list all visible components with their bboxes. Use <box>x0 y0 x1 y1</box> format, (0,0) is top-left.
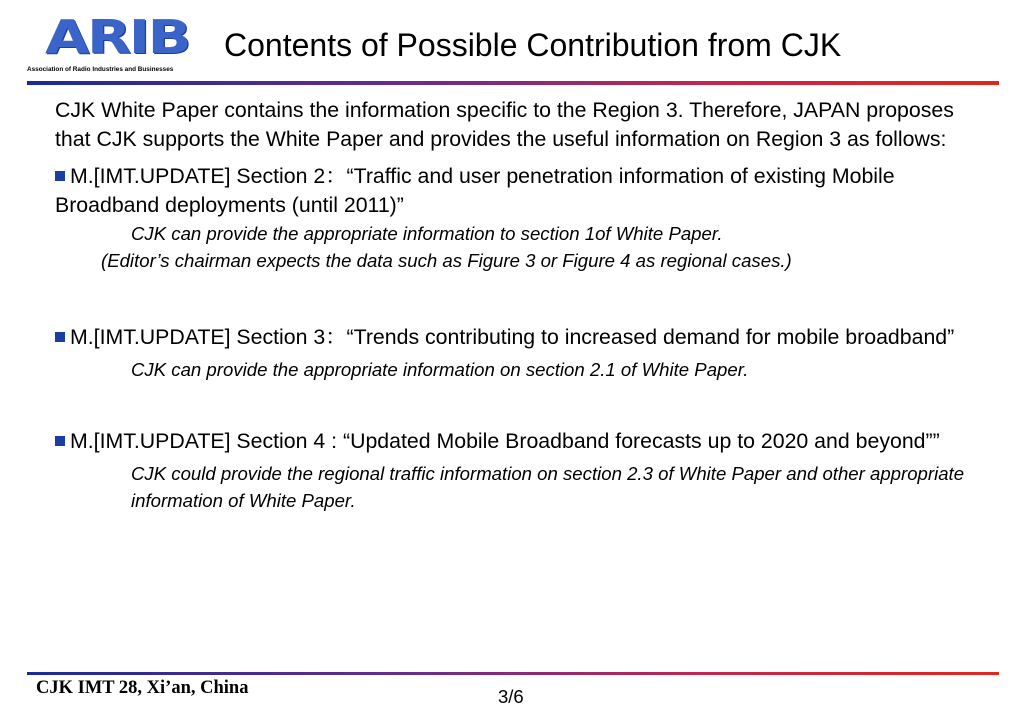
header-divider <box>27 81 999 85</box>
footer-divider <box>27 672 999 675</box>
bullet-note: CJK can provide the appropriate information to section 1of White Paper. <box>131 223 723 244</box>
bullet-heading-text: M.[IMT.UPDATE] Section 4 : “Updated Mobile Broadband forecasts up to 2020 and beyond”” <box>70 429 940 453</box>
bullet-note-editor: (Editor’s chairman expects the data such as Figure 3 or Figure 4 as regional cases.) <box>101 250 792 271</box>
logo-text: ARIB <box>45 10 190 64</box>
footer-meeting-label: CJK IMT 28, Xi’an, China <box>36 678 249 698</box>
intro-paragraph: CJK White Paper contains the information specific to the Region 3. Therefore, JAPAN proposes that CJK supports the White Paper and provides the useful information on Region 3 as follows: <box>55 98 954 151</box>
square-bullet-icon <box>55 332 65 342</box>
slide-body <box>55 96 975 514</box>
arib-logo <box>27 10 190 74</box>
bullet-heading <box>55 323 975 352</box>
bullet-heading-text: M.[IMT.UPDATE] Section 3：“Trends contributing to increased demand for mobile broadband” <box>70 325 955 349</box>
bullet-note: CJK can provide the appropriate information on section 2.1 of White Paper. <box>131 359 749 380</box>
bullet-heading-text: M.[IMT.UPDATE] Section 2：“Traffic and user penetration information of existing Mobile Broadband deployments (until 2011)” <box>55 164 895 217</box>
bullet-section-4 <box>55 427 975 514</box>
page-title: Contents of Possible Contribution from CJK <box>224 27 842 63</box>
logo-subtitle: Association of Radio Industries and Businesses <box>27 66 174 73</box>
square-bullet-icon <box>55 436 65 446</box>
bullet-section-2 <box>55 162 975 274</box>
bullet-note: CJK could provide the regional traffic information on section 2.3 of White Paper and other appropriate information of White Paper. <box>131 463 965 511</box>
bullet-heading <box>55 427 975 456</box>
bullet-heading <box>55 162 975 220</box>
bullet-section-3 <box>55 323 975 383</box>
page-number: 3/6 <box>498 686 524 707</box>
square-bullet-icon <box>55 171 65 181</box>
